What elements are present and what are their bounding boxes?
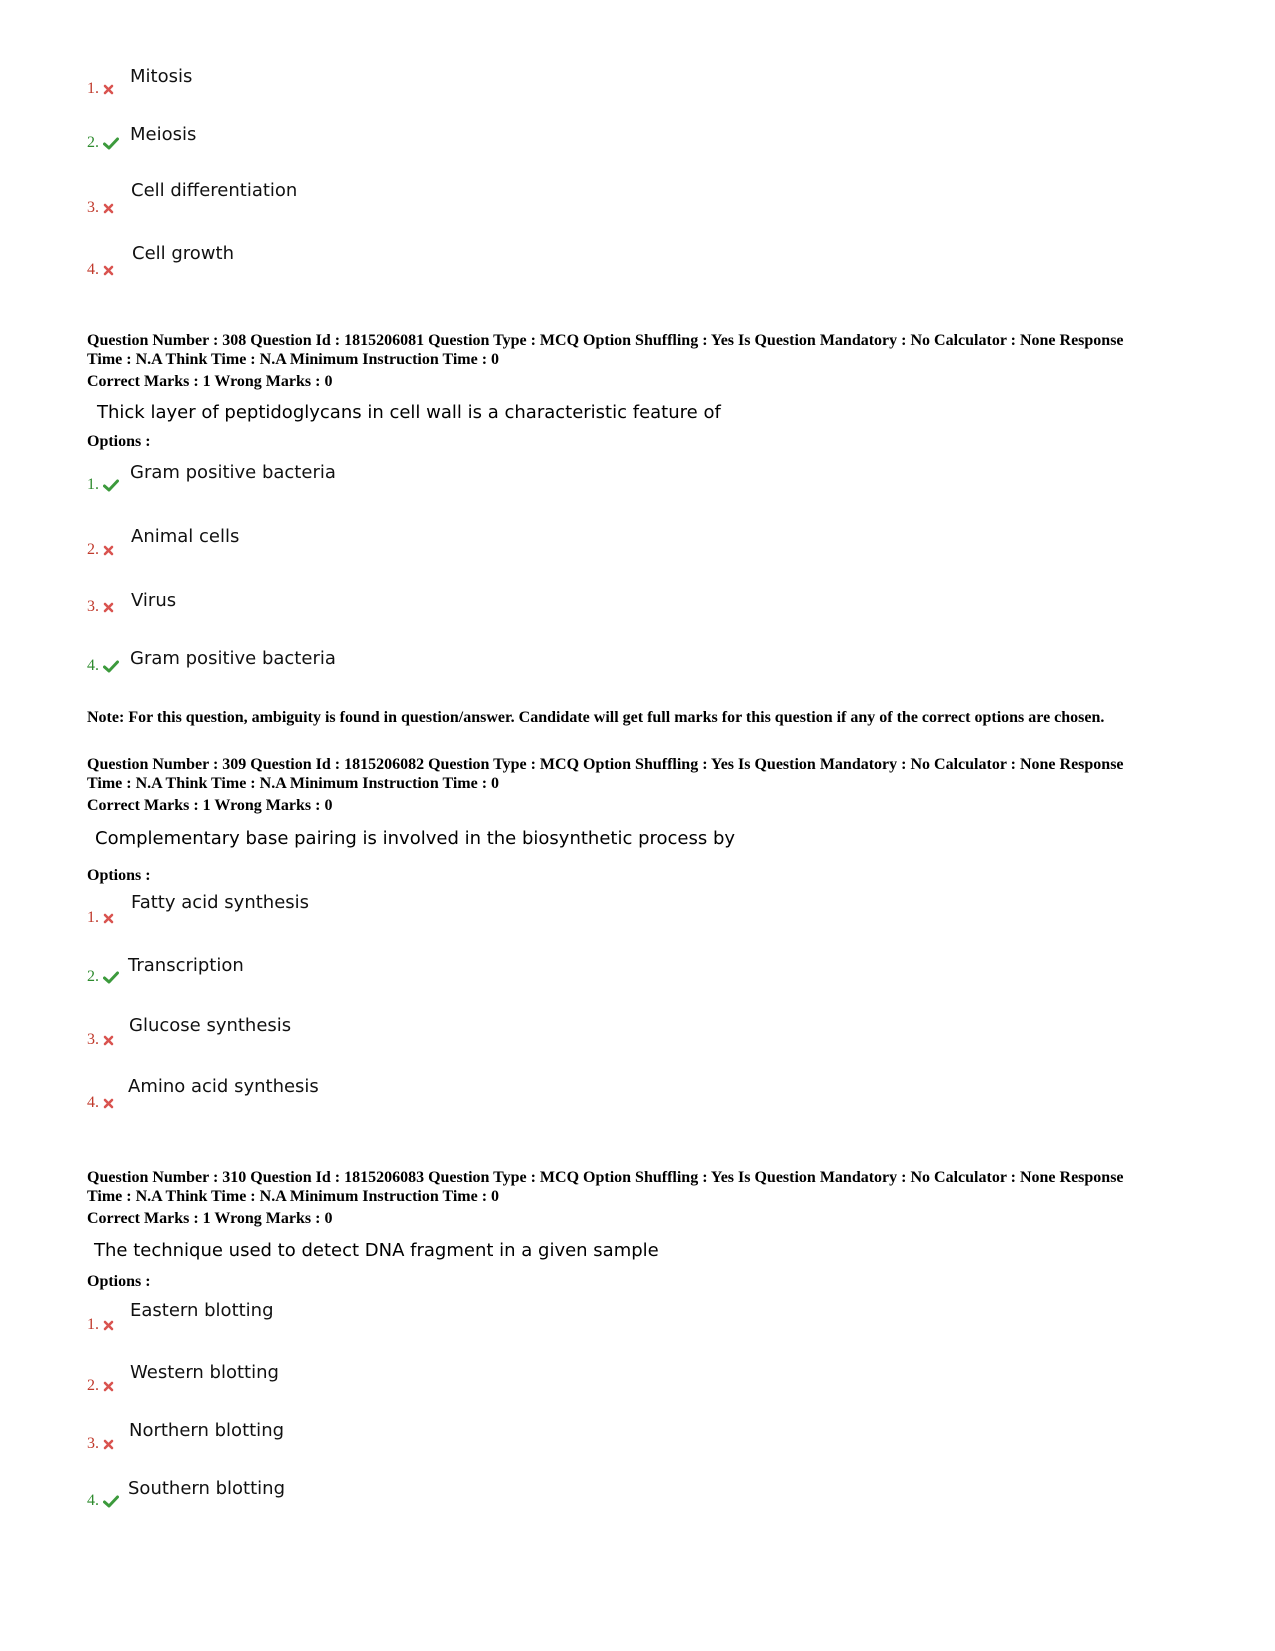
cross-icon	[103, 84, 114, 95]
q309-option-3-number: 3.	[87, 1031, 114, 1049]
q310-option-1-text: Eastern blotting	[130, 1300, 274, 1321]
q310-meta-line2: Time : N.A Think Time : N.A Minimum Instruction Time : 0	[87, 1188, 500, 1205]
q307-option-3-text: Cell differentiation	[131, 180, 298, 201]
q310-option-3-text: Northern blotting	[129, 1420, 285, 1441]
q308-option-1-number: 1.	[87, 476, 119, 494]
q309-option-2-text: Transcription	[128, 955, 244, 976]
q307-option-1-text: Mitosis	[130, 66, 193, 87]
q308-option-1-text: Gram positive bacteria	[130, 462, 336, 483]
q307-option-2-number: 2.	[87, 134, 119, 152]
q309-option-2-number: 2.	[87, 968, 119, 986]
check-icon	[103, 479, 119, 492]
q309-option-1-number: 1.	[87, 909, 114, 927]
q307-option-4-number: 4.	[87, 261, 114, 279]
q308-option-4-text: Gram positive bacteria	[130, 648, 336, 669]
q310-option-3-number: 3.	[87, 1435, 114, 1453]
q310-options-label: Options :	[87, 1273, 151, 1290]
q309-option-1-text: Fatty acid synthesis	[131, 892, 310, 913]
check-icon	[103, 137, 119, 150]
q309-option-3-text: Glucose synthesis	[129, 1015, 292, 1036]
q310-question-text: The technique used to detect DNA fragment in a given sample	[94, 1240, 659, 1261]
q310-option-2-number: 2.	[87, 1377, 114, 1395]
q308-meta-line1: Question Number : 308 Question Id : 1815206081 Question Type : MCQ Option Shuffling : Yes Is Question Mandatory : No Calculator : None Response	[87, 332, 1124, 349]
q308-question-text: Thick layer of peptidoglycans in cell wall is a characteristic feature of	[97, 402, 721, 423]
q308-option-3-text: Virus	[131, 590, 177, 611]
q307-option-1-number: 1.	[87, 80, 114, 98]
cross-icon	[103, 602, 114, 613]
q310-option-2-text: Western blotting	[130, 1362, 279, 1383]
cross-icon	[103, 1320, 114, 1331]
q309-option-4-text: Amino acid synthesis	[128, 1076, 319, 1097]
cross-icon	[103, 545, 114, 556]
q308-meta	[87, 331, 1197, 369]
q307-option-4-text: Cell growth	[132, 243, 234, 264]
cross-icon	[103, 1035, 114, 1046]
check-icon	[103, 971, 119, 984]
q309-question-text: Complementary base pairing is involved in the biosynthetic process by	[95, 828, 736, 849]
q310-option-4-number: 4.	[87, 1492, 119, 1510]
q308-option-2-text: Animal cells	[131, 526, 240, 547]
q308-option-3-number: 3.	[87, 598, 114, 616]
cross-icon	[103, 1381, 114, 1392]
q309-marks: Correct Marks : 1 Wrong Marks : 0	[87, 797, 333, 814]
cross-icon	[103, 1098, 114, 1109]
q309-meta-line2: Time : N.A Think Time : N.A Minimum Instruction Time : 0	[87, 775, 500, 792]
q310-option-4-text: Southern blotting	[128, 1478, 285, 1499]
q309-option-4-number: 4.	[87, 1094, 114, 1112]
cross-icon	[103, 1439, 114, 1450]
q307-option-3-number: 3.	[87, 199, 114, 217]
cross-icon	[103, 913, 114, 924]
check-icon	[103, 1495, 119, 1508]
q308-ambiguity-note: Note: For this question, ambiguity is found in question/answer. Candidate will get full marks for this question if any of the correct options are chosen.	[87, 709, 1105, 726]
q308-options-label: Options :	[87, 433, 151, 450]
q309-meta-line1: Question Number : 309 Question Id : 1815206082 Question Type : MCQ Option Shuffling : Yes Is Question Mandatory : No Calculator : None Response	[87, 756, 1124, 773]
q307-option-2-text: Meiosis	[130, 124, 197, 145]
q310-marks: Correct Marks : 1 Wrong Marks : 0	[87, 1210, 333, 1227]
cross-icon	[103, 265, 114, 276]
q310-meta	[87, 1168, 1197, 1206]
q310-meta-line1: Question Number : 310 Question Id : 1815206083 Question Type : MCQ Option Shuffling : Yes Is Question Mandatory : No Calculator : None Response	[87, 1169, 1124, 1186]
q310-option-1-number: 1.	[87, 1316, 114, 1334]
q308-meta-line2: Time : N.A Think Time : N.A Minimum Instruction Time : 0	[87, 351, 500, 368]
check-icon	[103, 660, 119, 673]
q308-option-4-number: 4.	[87, 657, 119, 675]
q308-marks: Correct Marks : 1 Wrong Marks : 0	[87, 373, 333, 390]
q308-option-2-number: 2.	[87, 541, 114, 559]
cross-icon	[103, 203, 114, 214]
q309-options-label: Options :	[87, 867, 151, 884]
q309-meta	[87, 755, 1197, 793]
